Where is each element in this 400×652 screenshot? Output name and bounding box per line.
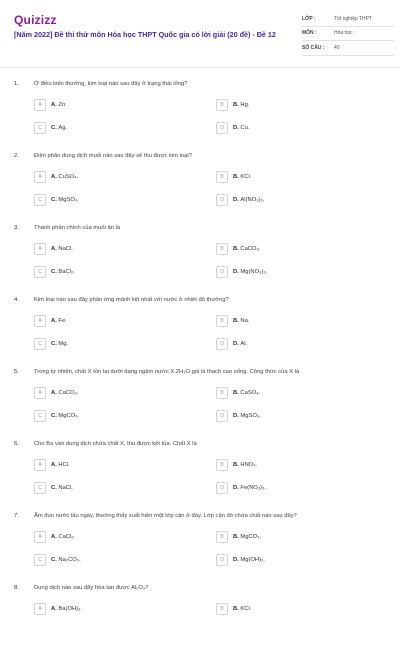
- option-letter-bold: B: [233, 606, 238, 612]
- option-letter-bold: D: [233, 197, 238, 203]
- option-letter-bold: A: [51, 246, 56, 252]
- meta-label: SỐ CÂU :: [302, 44, 325, 51]
- answer-option[interactable]: [34, 171, 78, 183]
- option-text: C. BaCl₂.: [51, 269, 75, 275]
- option-letter-bold: B: [233, 102, 238, 108]
- option-letter: C: [34, 410, 46, 422]
- option-value: Fe(NO₃)₃.: [240, 485, 267, 491]
- option-value: Mg.: [58, 341, 69, 347]
- option-value: CaSO₄.: [240, 390, 261, 396]
- question-item: [0, 364, 400, 436]
- answer-option[interactable]: [216, 482, 266, 494]
- answer-option[interactable]: [216, 459, 257, 471]
- document-title: [Năm 2022] Đề thi thử môn Hóa học THPT Quốc gia có lời giải (20 đề) - Đề 12: [14, 30, 276, 39]
- option-letter-bold: D: [233, 341, 238, 347]
- question-item: [0, 580, 400, 652]
- question-text: Trong tự nhiên, chất X tồn tại dưới dạng ngậm nước X.2H₂O gọi là thạch cao sống. Công thức của X là: [34, 369, 300, 375]
- question-item: [0, 148, 400, 220]
- option-letter-bold: C: [51, 413, 56, 419]
- option-letter-bold: B: [233, 174, 238, 180]
- option-text: D. Mg(NO₃)₂.: [233, 269, 268, 275]
- option-value: MgCO₃.: [58, 413, 80, 419]
- answer-option[interactable]: [34, 338, 68, 350]
- option-letter-bold: B: [233, 390, 238, 396]
- option-letter: B: [216, 243, 228, 255]
- option-text: C. Ag.: [51, 125, 68, 131]
- option-value: Hg.: [240, 102, 250, 108]
- option-value: Al(NO₃)₃.: [240, 197, 265, 203]
- option-letter: D: [216, 482, 228, 494]
- option-letter-bold: C: [51, 485, 56, 491]
- option-value: NaCl.: [58, 246, 73, 252]
- question-item: [0, 76, 400, 148]
- answer-option[interactable]: [216, 99, 249, 111]
- option-letter-bold: A: [51, 606, 56, 612]
- option-letter: C: [34, 266, 46, 278]
- option-letter: A: [34, 99, 46, 111]
- option-letter-bold: C: [51, 557, 56, 563]
- option-letter: D: [216, 554, 228, 566]
- option-text: C. Mg.: [51, 341, 69, 347]
- option-text: A. CuSO₄.: [51, 174, 79, 180]
- answer-option[interactable]: [216, 266, 267, 278]
- option-letter-bold: A: [51, 462, 56, 468]
- option-text: D. Fe(NO₃)₃.: [233, 485, 267, 491]
- option-value: CuSO₄.: [58, 174, 79, 180]
- meta-value: Tốt nghiệp THPT: [334, 15, 372, 22]
- option-letter: A: [34, 531, 46, 543]
- meta-row-subject: [302, 27, 394, 42]
- option-letter-bold: A: [51, 390, 56, 396]
- option-letter-bold: D: [233, 269, 238, 275]
- answer-option[interactable]: [34, 482, 73, 494]
- option-value: HCl.: [58, 462, 70, 468]
- meta-label: MÔN :: [302, 30, 317, 37]
- option-letter: B: [216, 531, 228, 543]
- option-value: BaCl₂.: [58, 269, 75, 275]
- option-letter-bold: A: [51, 534, 56, 540]
- option-letter-bold: C: [51, 269, 56, 275]
- option-text: C. MgCO₃.: [51, 413, 80, 419]
- question-number: 5.: [14, 369, 19, 375]
- question-number: 7.: [14, 513, 19, 519]
- answer-option[interactable]: [34, 410, 79, 422]
- option-text: B. CaCO₃.: [233, 246, 261, 252]
- option-value: MgSO₄.: [240, 413, 261, 419]
- answer-option[interactable]: [216, 531, 261, 543]
- meta-row-class: [302, 12, 394, 27]
- quizizz-logo: Quizizz: [14, 13, 57, 27]
- option-letter: D: [216, 410, 228, 422]
- option-text: B. KCl.: [233, 174, 252, 180]
- option-value: Na₂CO₃.: [58, 557, 81, 563]
- option-text: D. Mg(OH)₂.: [233, 557, 265, 563]
- option-letter: A: [34, 315, 46, 327]
- option-value: KCl.: [240, 606, 252, 612]
- answer-option[interactable]: [216, 122, 249, 134]
- option-text: A. HCl.: [51, 462, 70, 468]
- option-letter: C: [34, 122, 46, 134]
- option-value: HNO₃.: [240, 462, 258, 468]
- option-text: A. NaCl.: [51, 246, 73, 252]
- option-text: A. CaCO₃.: [51, 390, 79, 396]
- option-letter-bold: D: [233, 413, 238, 419]
- option-letter: C: [34, 194, 46, 206]
- option-value: CaCl₂.: [58, 534, 76, 540]
- option-text: A. Fe.: [51, 318, 67, 324]
- option-letter: D: [216, 338, 228, 350]
- option-value: KCl.: [240, 174, 252, 180]
- answer-option[interactable]: [216, 243, 261, 255]
- option-text: A. Zn.: [51, 102, 67, 108]
- option-letter: A: [34, 243, 46, 255]
- answer-option[interactable]: [216, 171, 251, 183]
- option-letter: C: [34, 554, 46, 566]
- option-value: Al.: [240, 341, 248, 347]
- option-value: MgSO₄.: [58, 197, 79, 203]
- option-text: D. MgSO₄.: [233, 413, 261, 419]
- option-value: CaCO₃.: [240, 246, 261, 252]
- option-letter: A: [34, 171, 46, 183]
- question-text: Dung dịch nào sau đây hòa tan được Al₂O₃?: [34, 585, 149, 591]
- question-text: Điện phân dung dịch muối nào sau đây sẽ thu được kim loại?: [34, 153, 192, 159]
- option-value: Ag.: [58, 125, 68, 131]
- option-letter-bold: A: [51, 174, 56, 180]
- option-value: MgCO₃.: [240, 534, 262, 540]
- option-letter-bold: D: [233, 125, 238, 131]
- question-item: [0, 436, 400, 508]
- option-value: Na.: [240, 318, 250, 324]
- option-value: Cu.: [240, 125, 250, 131]
- answer-option[interactable]: [216, 315, 249, 327]
- option-letter: B: [216, 603, 228, 615]
- meta-label: LỚP :: [302, 15, 316, 22]
- option-text: D. Cu.: [233, 125, 250, 131]
- question-item: [0, 292, 400, 364]
- option-letter-bold: B: [233, 534, 238, 540]
- option-text: C. NaCl.: [51, 485, 73, 491]
- question-text: Ấm đun nước lâu ngày, thường thấy xuất hiện một lớp cặn ở đáy. Lớp cặn đó chứa chất nào sau đây?: [34, 513, 297, 519]
- option-text: A. Ba(OH)₂.: [51, 606, 82, 612]
- option-letter-bold: A: [51, 318, 56, 324]
- answer-option[interactable]: [34, 531, 75, 543]
- question-text: Cho Ba vào dung dịch chứa chất X, thu được kết tủa. Chất X là: [34, 441, 197, 447]
- answer-option[interactable]: [34, 554, 81, 566]
- question-item: [0, 508, 400, 580]
- option-letter-bold: D: [233, 557, 238, 563]
- question-text: Ở điều kiện thường, kim loại nào sau đây ở trạng thái lỏng?: [34, 81, 188, 87]
- meta-info: [302, 12, 394, 56]
- answer-option[interactable]: [216, 554, 265, 566]
- option-letter-bold: C: [51, 197, 56, 203]
- option-letter: D: [216, 194, 228, 206]
- option-letter: C: [34, 482, 46, 494]
- option-letter: D: [216, 266, 228, 278]
- option-text: D. Al.: [233, 341, 248, 347]
- question-item: [0, 220, 400, 292]
- answer-option[interactable]: [216, 410, 261, 422]
- option-letter: B: [216, 315, 228, 327]
- option-letter-bold: C: [51, 125, 56, 131]
- option-text: B. Na.: [233, 318, 250, 324]
- option-value: Zn.: [58, 102, 67, 108]
- option-letter-bold: B: [233, 318, 238, 324]
- answer-option[interactable]: [34, 266, 75, 278]
- question-number: 8.: [14, 585, 19, 591]
- answer-option[interactable]: [34, 603, 82, 615]
- question-text: Kim loại nào sau đây phản ứng mãnh liệt nhất với nước ở nhiệt độ thường?: [34, 297, 229, 303]
- question-text: Thành phần chính của muối ăn là: [34, 225, 121, 231]
- answer-option[interactable]: [216, 338, 247, 350]
- question-number: 6.: [14, 441, 19, 447]
- question-number: 4.: [14, 297, 19, 303]
- option-letter: B: [216, 171, 228, 183]
- option-text: B. MgCO₃.: [233, 534, 262, 540]
- option-letter: D: [216, 122, 228, 134]
- option-letter-bold: B: [233, 462, 238, 468]
- option-value: Mg(OH)₂.: [240, 557, 265, 563]
- question-list: [0, 76, 400, 652]
- answer-option[interactable]: [216, 387, 260, 399]
- meta-row-count: [302, 41, 394, 56]
- option-value: NaCl.: [58, 485, 73, 491]
- answer-option[interactable]: [216, 194, 264, 206]
- option-letter: B: [216, 459, 228, 471]
- option-letter: B: [216, 99, 228, 111]
- option-letter-bold: C: [51, 341, 56, 347]
- document-header: [0, 0, 400, 70]
- answer-option[interactable]: [34, 122, 67, 134]
- option-letter: C: [34, 338, 46, 350]
- option-text: D. Al(NO₃)₃.: [233, 197, 265, 203]
- answer-option[interactable]: [34, 243, 73, 255]
- meta-value: 40: [334, 44, 340, 51]
- question-number: 3.: [14, 225, 19, 231]
- answer-option[interactable]: [34, 315, 67, 327]
- answer-option[interactable]: [34, 387, 79, 399]
- option-letter: A: [34, 387, 46, 399]
- option-letter: B: [216, 387, 228, 399]
- option-value: Mg(NO₃)₂.: [240, 269, 268, 275]
- option-text: C. Na₂CO₃.: [51, 557, 81, 563]
- option-text: B. KCl.: [233, 606, 252, 612]
- option-letter-bold: A: [51, 102, 56, 108]
- question-number: 2.: [14, 153, 19, 159]
- option-letter: A: [34, 459, 46, 471]
- answer-option[interactable]: [34, 459, 70, 471]
- option-letter-bold: B: [233, 246, 238, 252]
- question-number: 1.: [14, 81, 19, 87]
- option-text: C. MgSO₄.: [51, 197, 79, 203]
- option-text: B. HNO₃.: [233, 462, 258, 468]
- answer-option[interactable]: [34, 99, 67, 111]
- option-letter: A: [34, 603, 46, 615]
- option-text: B. Hg.: [233, 102, 250, 108]
- header-divider: [0, 67, 400, 68]
- option-value: Fe.: [58, 318, 67, 324]
- answer-option[interactable]: [216, 603, 251, 615]
- meta-value: Hóa học: [334, 30, 353, 37]
- option-text: B. CaSO₄.: [233, 390, 261, 396]
- option-value: CaCO₃.: [58, 390, 79, 396]
- answer-option[interactable]: [34, 194, 79, 206]
- option-text: A. CaCl₂.: [51, 534, 76, 540]
- option-letter-bold: D: [233, 485, 238, 491]
- option-value: Ba(OH)₂.: [58, 606, 82, 612]
